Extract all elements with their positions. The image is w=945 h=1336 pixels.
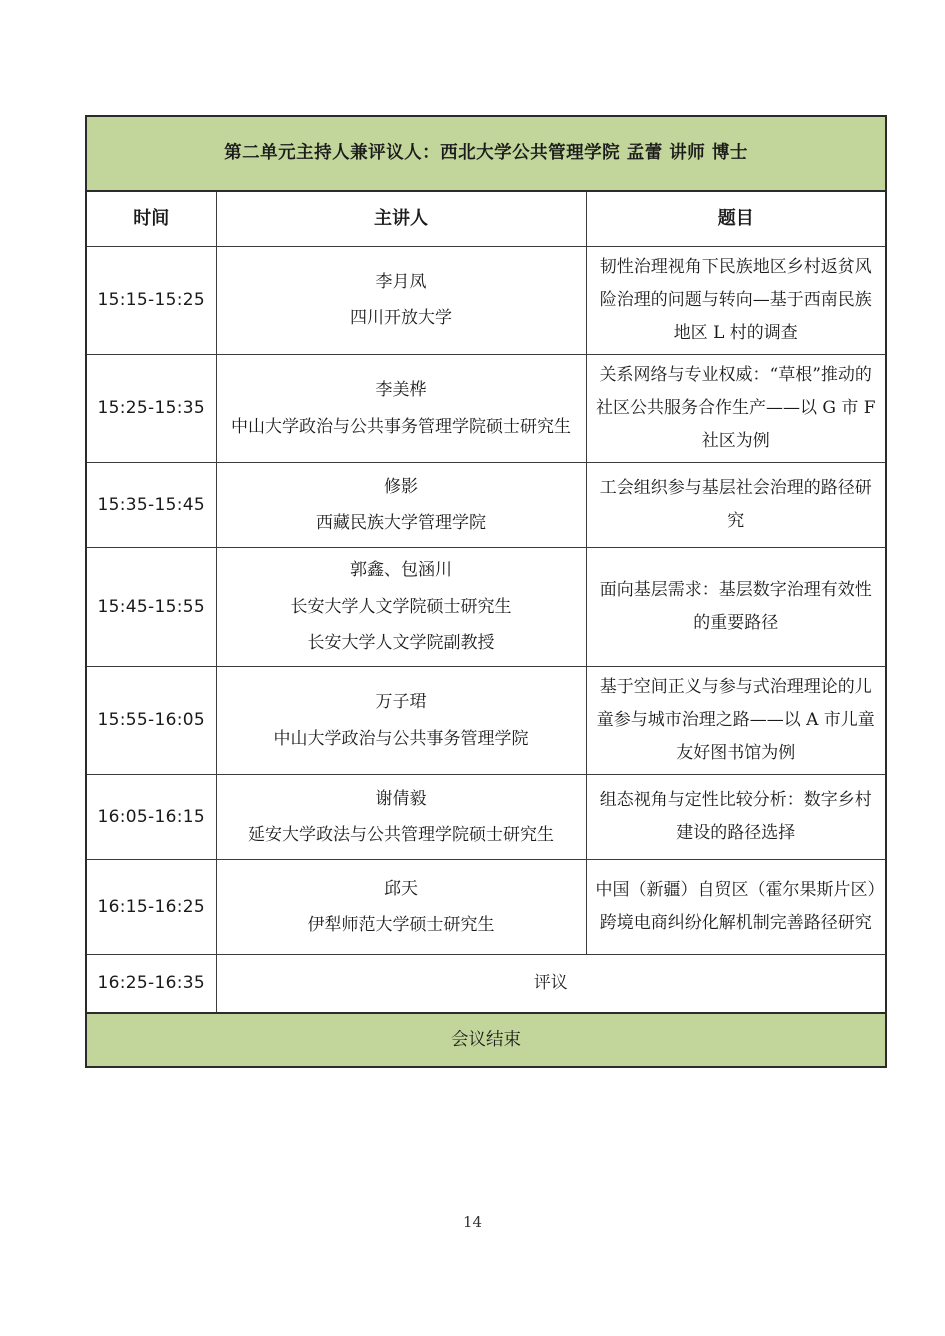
speaker-cell: [216, 775, 586, 860]
speaker-name: 谢倩毅: [375, 788, 427, 809]
time-cell: 15:55-16:05: [86, 666, 216, 774]
table-row: [86, 775, 886, 860]
speaker-cell: [216, 354, 586, 462]
time-cell: 16:15-16:25: [86, 860, 216, 955]
speaker-cell: [216, 666, 586, 774]
topic-cell: 工会组织参与基层社会治理的路径研究: [586, 463, 886, 548]
review-label: 评议: [216, 955, 886, 1013]
time-cell: 15:35-15:45: [86, 463, 216, 548]
topic-cell: 基于空间正义与参与式治理理论的儿童参与城市治理之路——以 A 市儿童友好图书馆为例: [586, 666, 886, 774]
topic-cell: 组态视角与定性比较分析：数字乡村建设的路径选择: [586, 775, 886, 860]
table-row: [86, 246, 886, 354]
session-header-title: 第二单元主持人兼评议人：西北大学公共管理学院 孟蕾 讲师 博士: [86, 116, 886, 191]
speaker-name: 李美桦: [375, 380, 427, 401]
speaker-name: 邱天: [384, 878, 418, 899]
topic-cell: 韧性治理视角下民族地区乡村返贫风险治理的问题与转向—基于西南民族地区 L 村的调查: [586, 246, 886, 354]
time-cell: 16:05-16:15: [86, 775, 216, 860]
speaker-affiliation: 中山大学政治与公共事务管理学院: [273, 728, 529, 749]
meeting-end-row: [86, 1013, 886, 1067]
speaker-name: 郭鑫、包涵川: [350, 560, 452, 581]
speaker-affiliation: 长安大学人文学院硕士研究生: [290, 596, 512, 617]
time-cell: 15:25-15:35: [86, 354, 216, 462]
speaker-affiliation: 延安大学政法与公共管理学院硕士研究生: [248, 825, 554, 846]
review-row: [86, 955, 886, 1013]
speaker-affiliation: 中山大学政治与公共事务管理学院硕士研究生: [231, 416, 571, 437]
column-header-speaker: 主讲人: [216, 191, 586, 246]
table-row: [86, 354, 886, 462]
speaker-cell: [216, 463, 586, 548]
speaker-affiliation: 长安大学人文学院副教授: [307, 633, 495, 654]
conference-schedule-table: [85, 115, 887, 1068]
speaker-cell: [216, 246, 586, 354]
topic-cell: 面向基层需求：基层数字治理有效性的重要路径: [586, 548, 886, 667]
time-cell: 16:25-16:35: [86, 955, 216, 1013]
time-cell: 15:45-15:55: [86, 548, 216, 667]
speaker-name: 万子珺: [375, 692, 427, 713]
column-header-time: 时间: [86, 191, 216, 246]
speaker-cell: [216, 860, 586, 955]
table-row: [86, 666, 886, 774]
column-header-row: [86, 191, 886, 246]
time-cell: 15:15-15:25: [86, 246, 216, 354]
topic-cell: 关系网络与专业权威：“草根”推动的社区公共服务合作生产——以 G 市 F 社区为例: [586, 354, 886, 462]
page-number: 14: [462, 1213, 483, 1231]
table-row: [86, 860, 886, 955]
speaker-affiliation: 伊犁师范大学硕士研究生: [307, 915, 495, 936]
speaker-cell: [216, 548, 586, 667]
table-row: [86, 463, 886, 548]
table-row: [86, 548, 886, 667]
topic-cell: 中国（新疆）自贸区（霍尔果斯片区）跨境电商纠纷化解机制完善路径研究: [586, 860, 886, 955]
session-header-row: [86, 116, 886, 191]
meeting-end-label: 会议结束: [86, 1013, 886, 1067]
speaker-name: 修影: [384, 476, 418, 497]
speaker-affiliation: 西藏民族大学管理学院: [316, 513, 486, 534]
column-header-topic: 题目: [586, 191, 886, 246]
speaker-name: 李月凤: [375, 271, 427, 292]
speaker-affiliation: 四川开放大学: [350, 308, 452, 329]
